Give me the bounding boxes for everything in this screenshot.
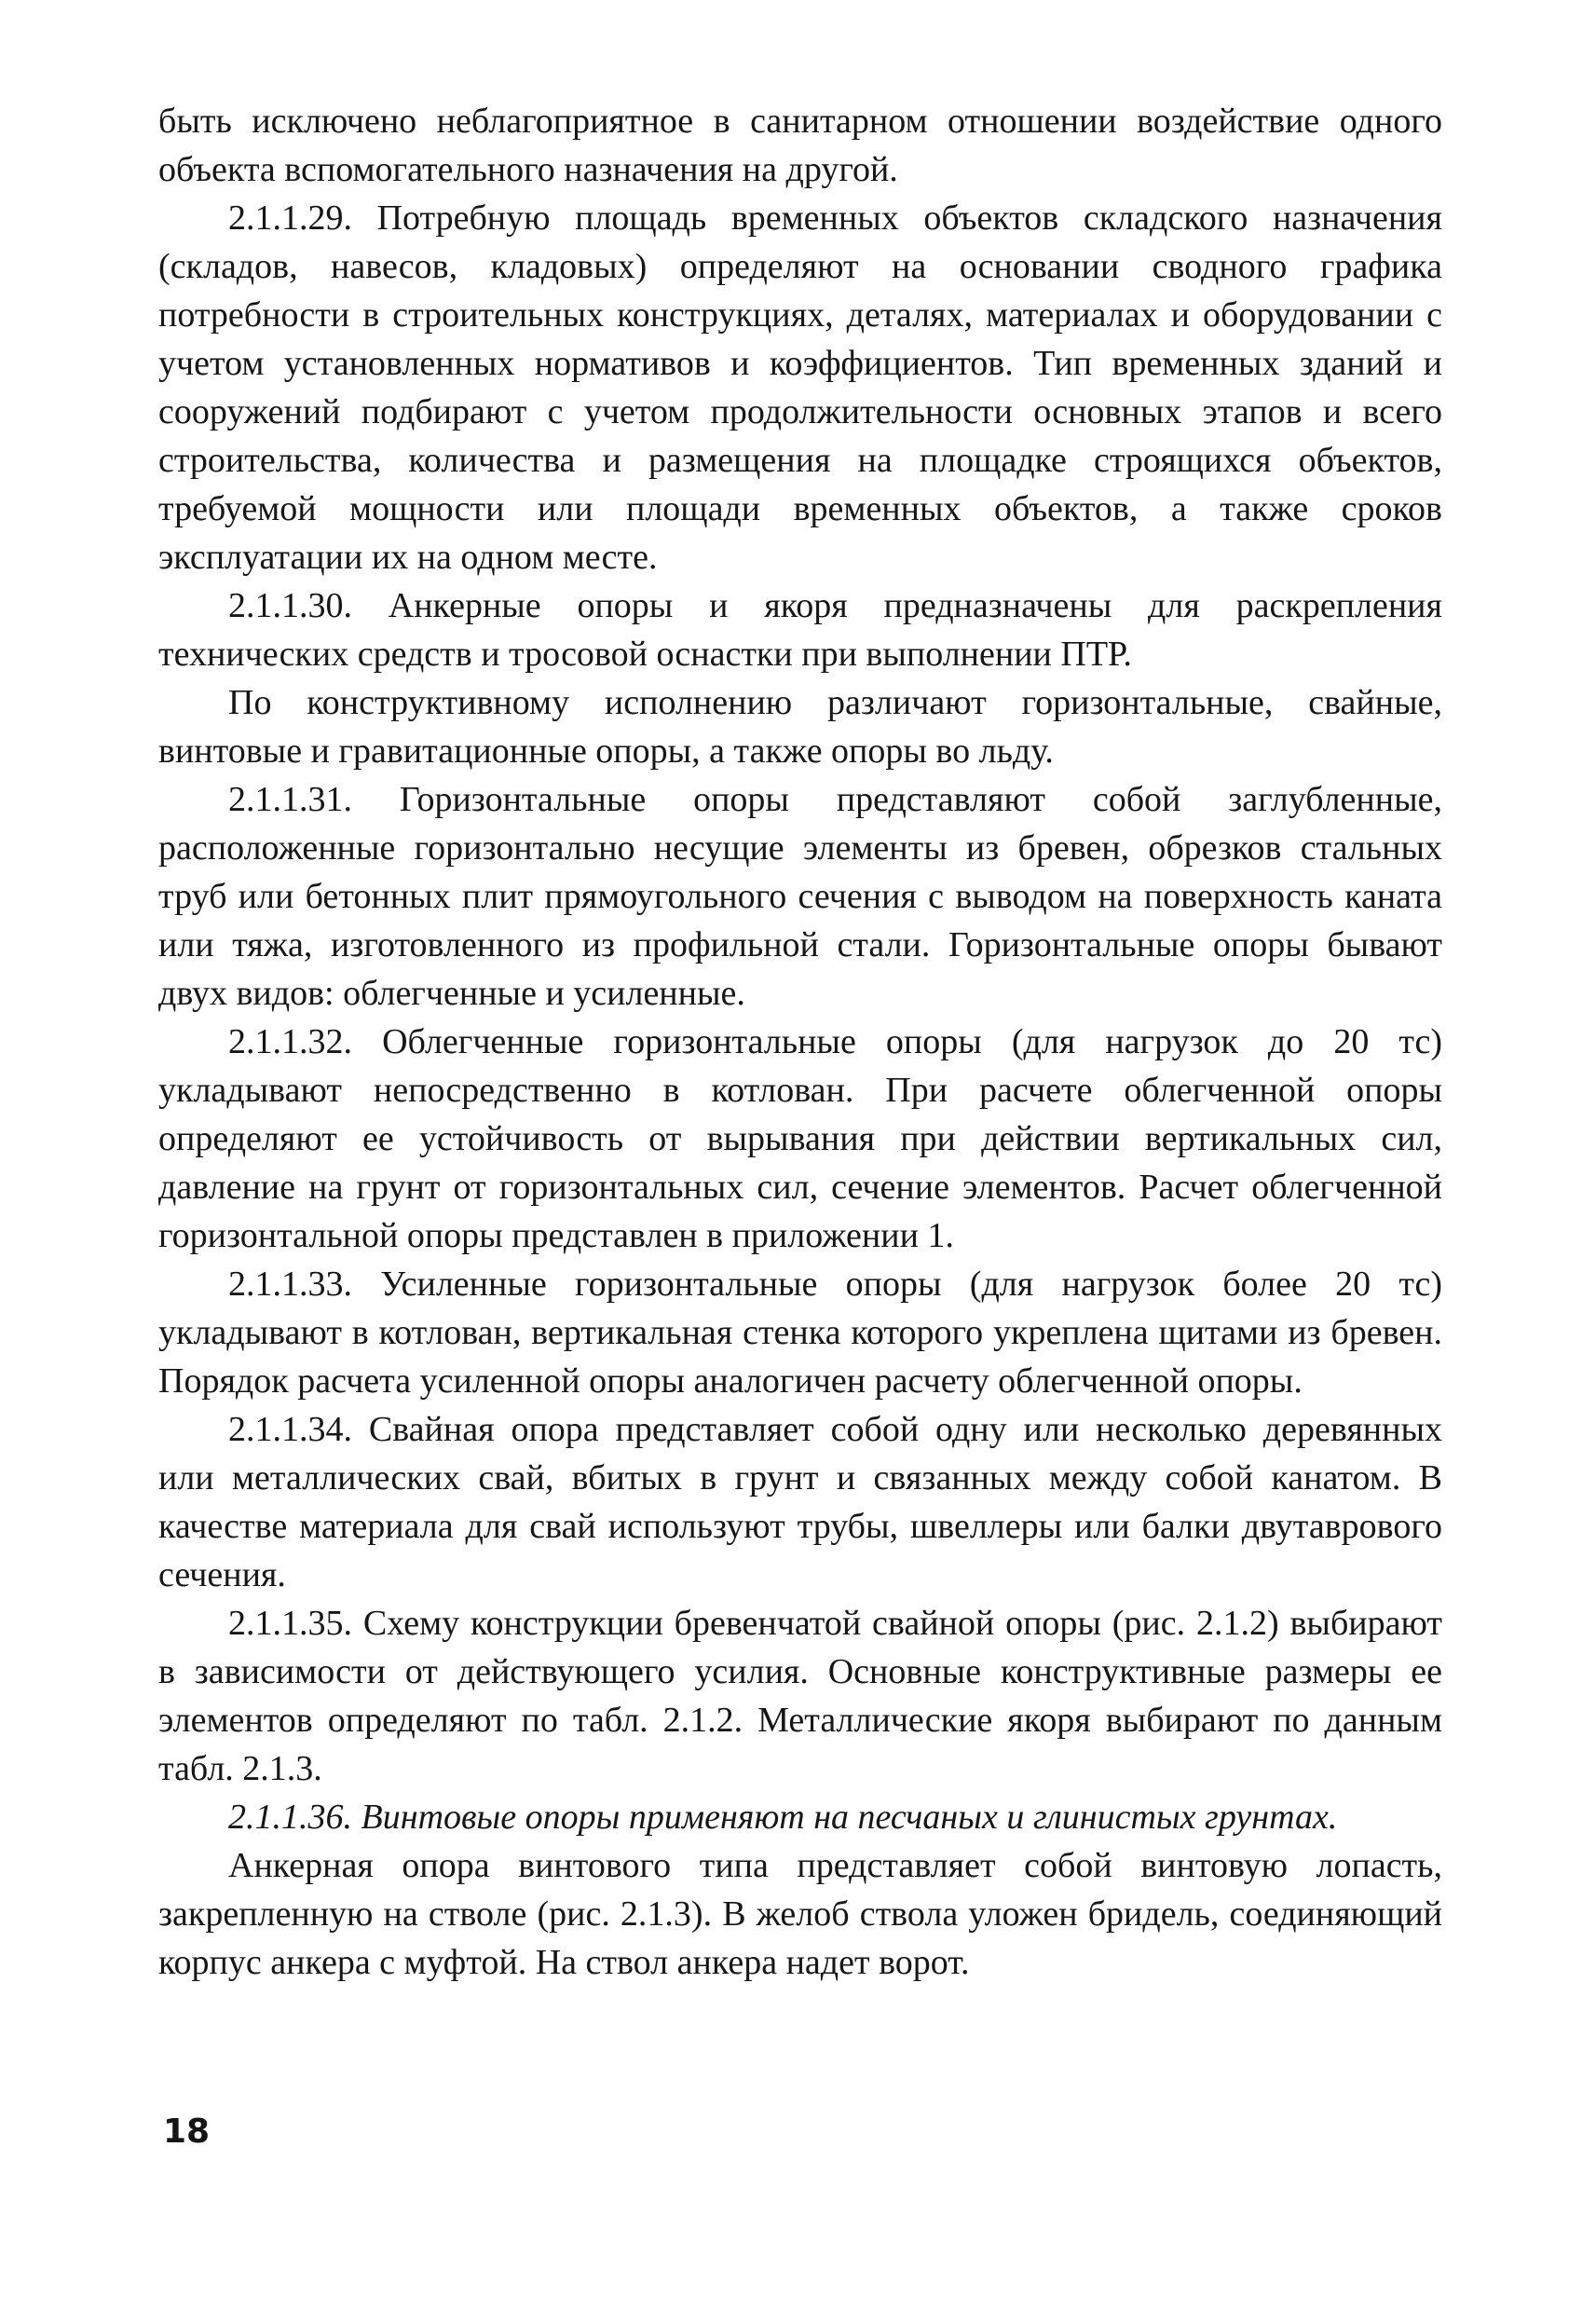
page-number: 18 xyxy=(163,2113,211,2151)
paragraph-2-1-1-36: 2.1.1.36. Винтовые опоры применяют на песчаных и глинистых грунтах. xyxy=(228,1798,1338,1837)
paragraph-2-1-1-29: 2.1.1.29. Потребную площадь временных объектов складского назначения (складов, навесов, кладовых) определяют на основании сводного графика потребности в строительных конструкциях, деталях, материалах и оборудовании с учетом установленных нормативов и коэффициентов. Тип временных зданий и сооружений подбирают с учетом продолжительности основных этапов и всего строительства, количества и размещения на площадке строящихся объектов, требуемой мощности или площади временных объектов, а также сроков эксплуатации их на одном месте. xyxy=(158,198,1442,577)
paragraph-continuation: быть исключено неблагоприятное в санитарном отношении воздействие одного объекта вспомогательного назначения на другой. xyxy=(158,102,1442,189)
paragraph-2-1-1-33: 2.1.1.33. Усиленные горизонтальные опоры (для нагрузок более 20 тс) укладывают в котлован, вертикальная стенка которого укреплена щитами из бревен. Порядок расчета усиленной опоры аналогичен расчету облегченной опоры. xyxy=(158,1265,1442,1401)
paragraph-2-1-1-32: 2.1.1.32. Облегченные горизонтальные опоры (для нагрузок до 20 тс) укладывают непосредственно в котлован. При расчете облегченной опоры определяют ее устойчивость от вырывания при действии вертикальных сил, давление на грунт от горизонтальных сил, сечение элементов. Расчет облегченной горизонтальной опоры представлен в приложении 1. xyxy=(158,1022,1442,1255)
paragraph-2-1-1-30: 2.1.1.30. Анкерные опоры и якоря предназначены для раскрепления технических средств и тросовой оснастки при выполнении ПТР. xyxy=(158,586,1442,674)
paragraph-2-1-1-34: 2.1.1.34. Свайная опора представляет собой одну или несколько деревянных или металлических свай, вбитых в грунт и связанных между собой канатом. В качестве материала для свай используют трубы, швеллеры или балки двутаврового сечения. xyxy=(158,1410,1442,1594)
paragraph-screw-anchor: Анкерная опора винтового типа представляет собой винтовую лопасть, закрепленную на стволе (рис. 2.1.3). В желоб ствола уложен бридель, соединяющий корпус анкера с муфтой. На ствол анкера надет ворот. xyxy=(158,1846,1442,1982)
body-text xyxy=(158,97,1442,1987)
paragraph-design-types: По конструктивному исполнению различают горизонтальные, свайные, винтовые и гравитационные опоры, а также опоры во льду. xyxy=(158,683,1442,771)
paragraph-2-1-1-31: 2.1.1.31. Горизонтальные опоры представляют собой заглубленные, расположенные горизонтально несущие элементы из бревен, обрезков стальных труб или бетонных плит прямоугольного сечения с выводом на поверхность каната или тяжа, изготовленного из профильной стали. Горизонтальные опоры бывают двух видов: облегченные и усиленные. xyxy=(158,780,1442,1013)
paragraph-2-1-1-35: 2.1.1.35. Схему конструкции бревенчатой свайной опоры (рис. 2.1.2) выбирают в зависимости от действующего усилия. Основные конструктивные размеры ее элементов определяют по табл. 2.1.2. Металлические якоря выбирают по данным табл. 2.1.3. xyxy=(158,1604,1442,1788)
